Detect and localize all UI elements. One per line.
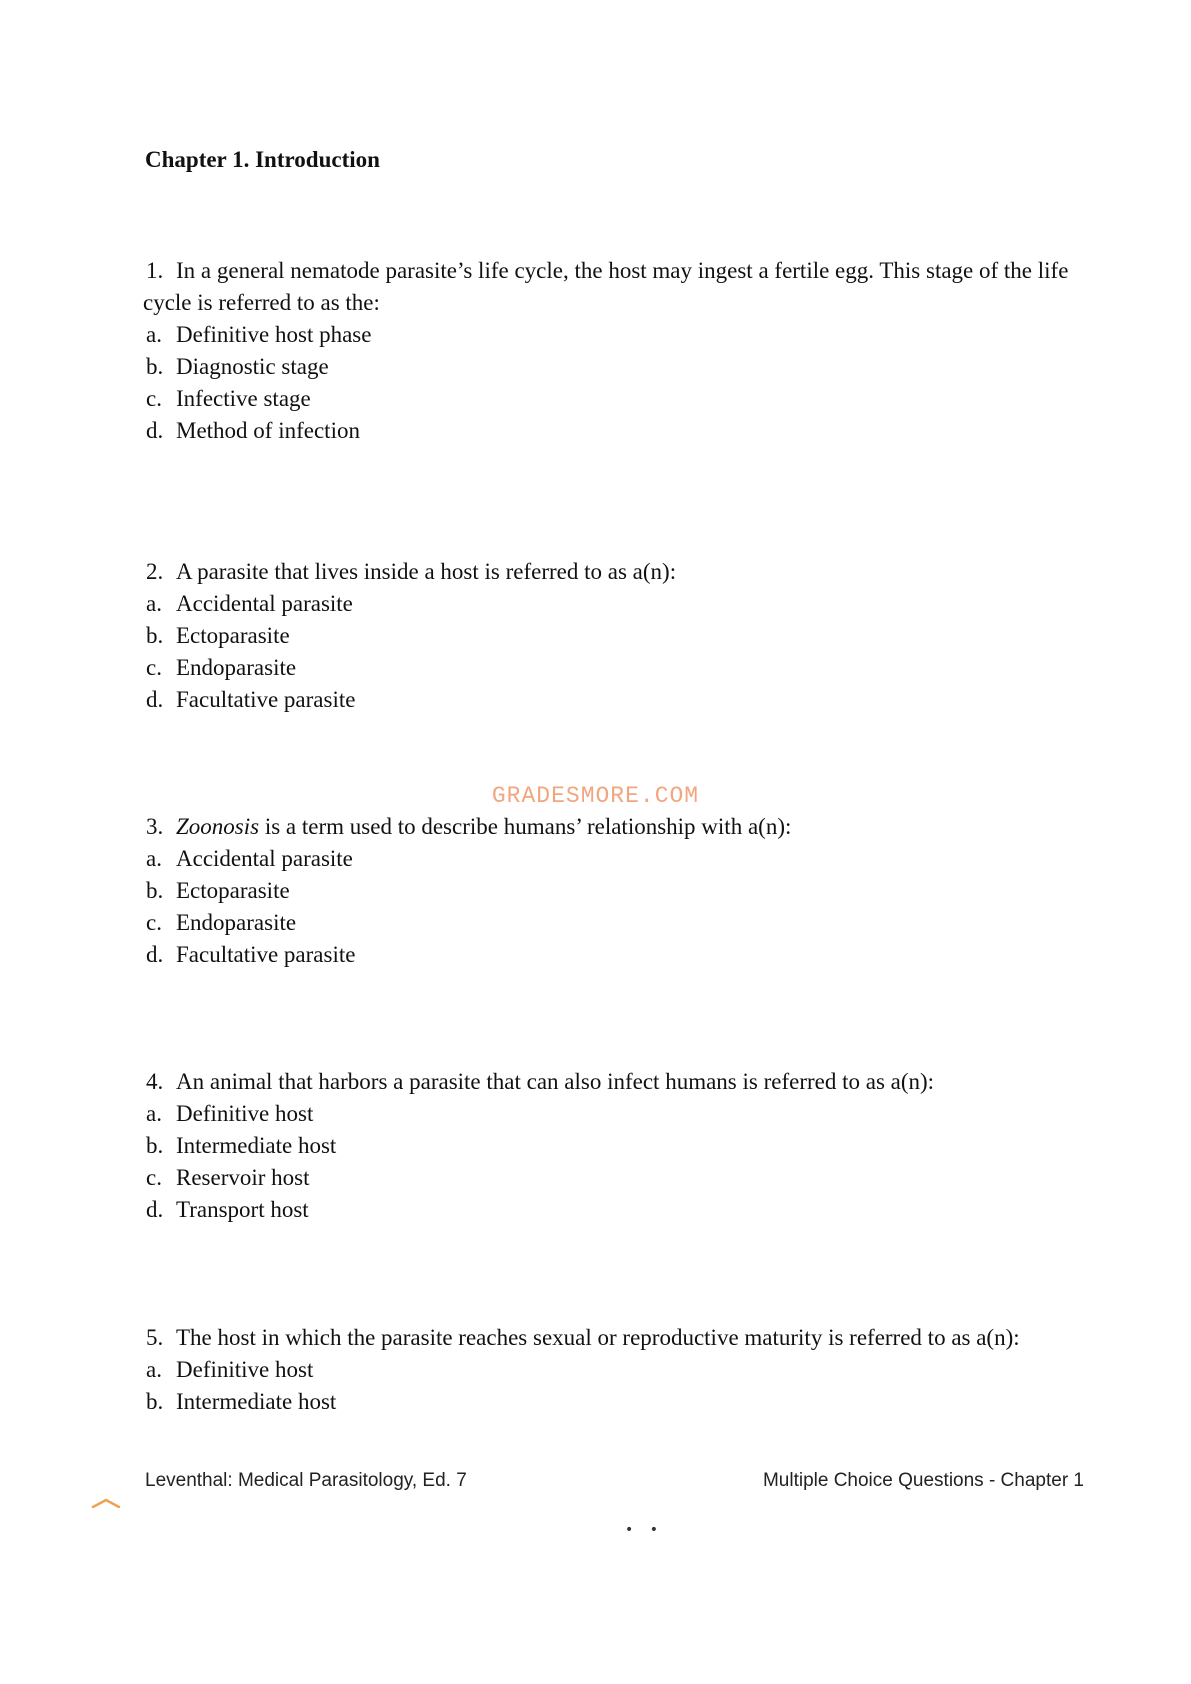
option-letter: a. — [146, 846, 162, 871]
watermark-text: GRADESMORE.COM — [491, 783, 700, 809]
question-text: A parasite that lives inside a host is referred to as a(n): — [176, 559, 677, 584]
question-number: 4. — [146, 1069, 164, 1094]
option-letter: d. — [146, 1197, 164, 1222]
answer-option — [143, 1098, 1083, 1130]
answer-option — [143, 652, 1083, 684]
question-2 — [143, 556, 1083, 716]
answer-option — [143, 684, 1083, 716]
option-text: Ectoparasite — [176, 878, 290, 903]
option-letter: c. — [146, 386, 162, 411]
question-number: 1. — [146, 258, 164, 283]
chapter-title: Chapter 1. Introduction — [145, 147, 380, 172]
answer-option — [143, 415, 1083, 447]
page-dots: • • — [625, 1522, 664, 1538]
option-text: Definitive host — [176, 1357, 314, 1382]
option-letter: b. — [146, 1389, 164, 1414]
option-letter: a. — [146, 591, 162, 616]
option-text: Accidental parasite — [176, 846, 353, 871]
question-text: The host in which the parasite reaches sexual or reproductive maturity is referred to as a(n): — [176, 1325, 1020, 1350]
option-letter: a. — [146, 1101, 162, 1126]
option-letter: d. — [146, 418, 164, 443]
answer-option — [143, 1194, 1083, 1226]
answer-option — [143, 939, 1083, 971]
answer-option — [143, 1386, 1083, 1418]
answer-option — [143, 1162, 1083, 1194]
question-number: 2. — [146, 559, 164, 584]
answer-option — [143, 319, 1083, 351]
option-text: Definitive host phase — [176, 322, 372, 347]
question-stem — [143, 255, 1083, 319]
answer-options — [143, 1098, 1083, 1226]
option-text: Transport host — [176, 1197, 309, 1222]
option-text: Endoparasite — [176, 655, 297, 680]
option-letter: a. — [146, 1357, 162, 1382]
answer-options — [143, 319, 1083, 447]
option-text: Method of infection — [176, 418, 360, 443]
question-5 — [143, 1322, 1083, 1418]
question-text: An animal that harbors a parasite that can also infect humans is referred to as a(n): — [176, 1069, 935, 1094]
question-4 — [143, 1066, 1083, 1226]
answer-option — [143, 351, 1083, 383]
option-text: Reservoir host — [176, 1165, 310, 1190]
answer-option — [143, 383, 1083, 415]
question-text: is a term used to describe humans’ relationship with a(n): — [259, 814, 792, 839]
option-text: Intermediate host — [176, 1389, 337, 1414]
option-text: Facultative parasite — [176, 687, 356, 712]
option-text: Infective stage — [176, 386, 311, 411]
answer-option — [143, 907, 1083, 939]
option-letter: a. — [146, 322, 162, 347]
question-stem — [143, 1066, 1083, 1098]
question-number: 5. — [146, 1325, 164, 1350]
question-stem — [143, 556, 1083, 588]
option-letter: d. — [146, 942, 164, 967]
answer-option — [143, 875, 1083, 907]
option-letter: b. — [146, 1133, 164, 1158]
option-text: Endoparasite — [176, 910, 297, 935]
question-3 — [143, 811, 1083, 971]
option-letter: c. — [146, 1165, 162, 1190]
option-letter: b. — [146, 354, 164, 379]
question-stem — [143, 811, 1083, 843]
footer-chapter-label: Multiple Choice Questions - Chapter 1 — [762, 1470, 1084, 1491]
option-letter: d. — [146, 687, 164, 712]
option-text: Intermediate host — [176, 1133, 337, 1158]
question-stem — [143, 1322, 1083, 1354]
option-text: Diagnostic stage — [176, 354, 329, 379]
answer-options — [143, 588, 1083, 716]
option-letter: b. — [146, 878, 164, 903]
question-italic-term: Zoonosis — [176, 814, 260, 839]
option-text: Ectoparasite — [176, 623, 290, 648]
answer-option — [143, 588, 1083, 620]
answer-options — [143, 1354, 1083, 1418]
answer-option — [143, 620, 1083, 652]
footer-book-title: Leventhal: Medical Parasitology, Ed. 7 — [145, 1470, 467, 1491]
question-1 — [143, 255, 1083, 447]
option-text: Accidental parasite — [176, 591, 353, 616]
question-text: In a general nematode parasite’s life cycle, the host may ingest a fertile egg. This stage of the life cycle is referred to as the: — [143, 258, 1069, 315]
option-letter: c. — [146, 910, 162, 935]
option-text: Facultative parasite — [176, 942, 356, 967]
answer-options — [143, 843, 1083, 971]
question-number: 3. — [146, 814, 164, 839]
answer-option — [143, 1354, 1083, 1386]
answer-option — [143, 843, 1083, 875]
option-letter: c. — [146, 655, 162, 680]
chevron-logo-icon — [91, 1498, 121, 1508]
option-letter: b. — [146, 623, 164, 648]
answer-option — [143, 1130, 1083, 1162]
option-text: Definitive host — [176, 1101, 314, 1126]
